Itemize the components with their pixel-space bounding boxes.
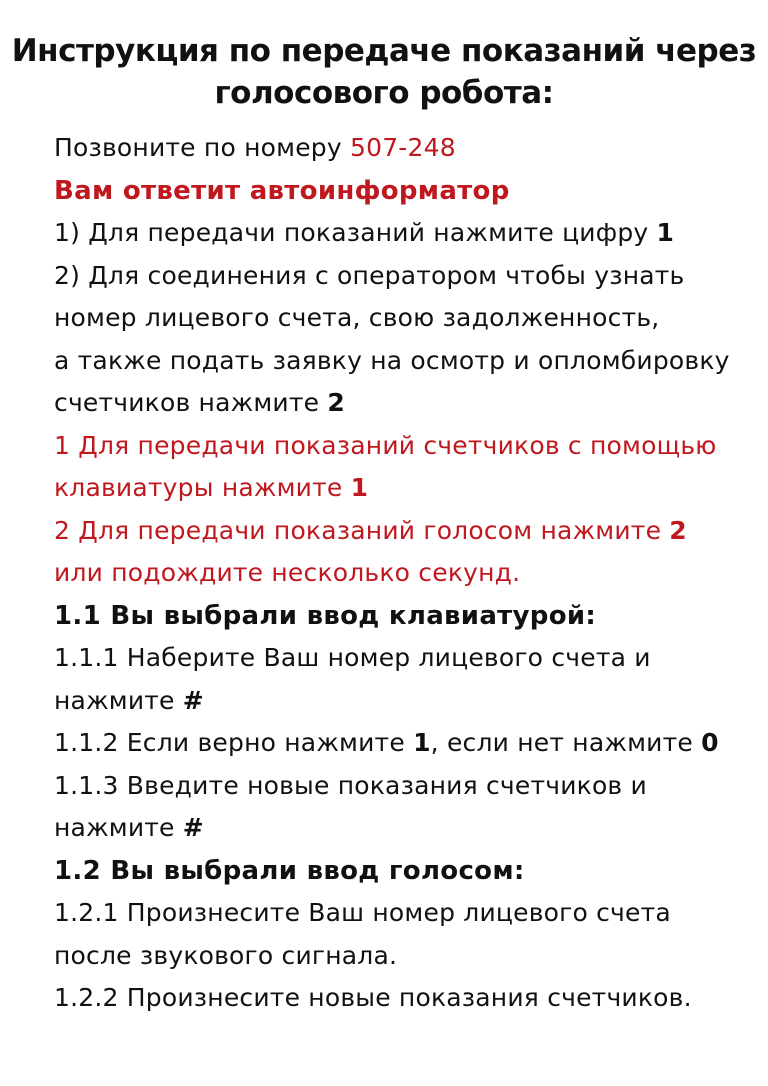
keyboard-section-heading [54,595,754,638]
voice-step-2-text: Произнесите новые показания счетчиков. [126,983,692,1012]
keyboard-step-2-key-a: 1 [413,728,431,757]
keyboard-step-3-text: Введите новые показания счетчиков и [126,770,647,800]
keyboard-section-number: 1.1 [54,600,101,631]
submenu-option-1-text: клавиатуры нажмите [54,473,351,502]
menu-item-2-text: счетчиков нажмите [54,388,328,417]
voice-step-1-number: 1.2.1 [54,898,119,927]
keyboard-step-3-line-2 [54,807,754,850]
keyboard-step-1-line-2 [54,680,754,723]
page-title [0,30,768,114]
keyboard-step-2-key-b: 0 [701,728,719,757]
voice-section-number: 1.2 [54,855,101,886]
submenu-option-1-line-1: 1 Для передачи показаний счетчиков с помощью [54,430,717,460]
voice-step-2-number: 1.2.2 [54,983,119,1012]
keyboard-step-1-number: 1.1.1 [54,643,119,672]
title-line-1: Инструкция по передаче показаний через [11,33,757,69]
keyboard-step-2-text-b: , если нет нажмите [430,728,702,757]
title-line-2: голосового робота: [214,75,554,111]
call-text: Позвоните по номеру [54,133,350,162]
submenu-option-2-line-1 [54,510,754,553]
menu-item-1 [54,212,754,255]
menu-item-2-line-4 [54,382,754,425]
voice-step-2 [54,977,754,1020]
keyboard-step-2-number: 1.1.2 [54,728,119,757]
phone-number: 507-248 [349,133,456,162]
keyboard-step-1-key: # [182,685,204,715]
menu-item-2-line-3: а также подать заявку на осмотр и опломбировку [54,345,730,375]
keyboard-section-title: Вы выбрали ввод клавиатурой: [110,600,597,631]
submenu-option-2-text: 2 Для передачи показаний голосом нажмите [54,515,670,545]
instruction-body [54,127,754,1020]
voice-step-1-line-1 [54,892,754,935]
submenu-option-2-key: 2 [669,515,687,545]
call-line [54,127,754,170]
voice-section-title: Вы выбрали ввод голосом: [110,855,525,886]
keyboard-step-3-line-1 [54,765,754,808]
menu-item-2-line-1: 2) Для соединения с оператором чтобы узнать [54,260,685,290]
menu-item-1-key: 1 [656,218,675,247]
submenu-option-2-line-2: или подождите несколько секунд. [54,558,521,587]
submenu-option-1-line-2 [54,467,754,510]
voice-section-heading [54,850,754,893]
keyboard-step-3-key: # [182,813,204,842]
answer-line: Вам ответит автоинформатор [54,175,510,206]
keyboard-step-1-text: Наберите Ваш номер лицевого счета и [126,643,651,672]
voice-step-1-text: Произнесите Ваш номер лицевого счета [126,898,671,927]
keyboard-step-3-number: 1.1.3 [54,770,119,800]
submenu-option-1-key: 1 [350,473,369,502]
keyboard-step-2-text-a: Если верно нажмите [126,728,414,757]
menu-item-2-line-2: номер лицевого счета, свою задолженность, [54,303,660,332]
voice-step-1-line-2: после звукового сигнала. [54,940,398,970]
keyboard-step-2 [54,722,754,765]
menu-item-1-text: 1) Для передачи показаний нажмите цифру [54,218,657,247]
keyboard-step-3-press: нажмите [54,813,183,842]
keyboard-step-1-press: нажмите [54,685,183,715]
menu-item-2-key: 2 [327,388,345,417]
keyboard-step-1-line-1 [54,637,754,680]
